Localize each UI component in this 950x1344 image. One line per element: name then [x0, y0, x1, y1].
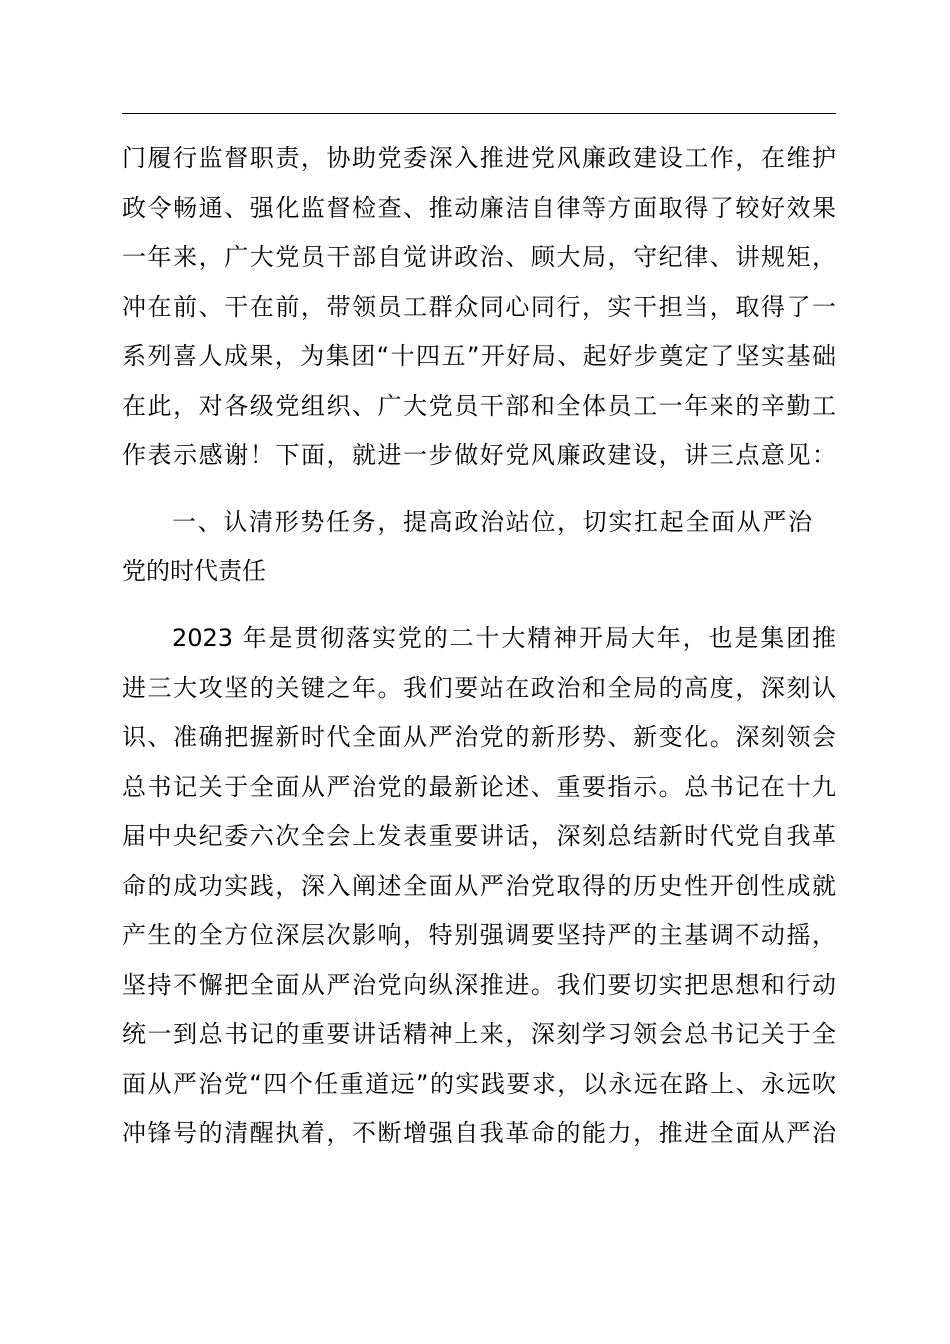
paragraph-line: 系列喜人成果，为集团“十四五”开好局、起好步奠定了坚实基础 — [122, 342, 836, 370]
paragraph-line: 进三大攻坚的关键之年。我们要站在政治和全局的高度，深刻认 — [122, 674, 836, 702]
paragraph-line: 面从严治党“四个任重道远”的实践要求，以永远在路上、永远吹 — [122, 1070, 836, 1098]
paragraph-line: 识、准确把握新时代全面从严治党的新形势、新变化。深刻领会 — [122, 723, 836, 751]
section-heading: 一、认清形势任务，提高政治站位，切实扛起全面从严治 — [172, 508, 812, 536]
paragraph-line: 在此，对各级党组织、广大党员干部和全体员工一年来的辛勤工 — [122, 392, 836, 420]
paragraph-line: 政令畅通、强化监督检查、推动廉洁自律等方面取得了较好效果 — [122, 194, 836, 222]
paragraph-line: 统一到总书记的重要讲话精神上来，深刻学习领会总书记关于全 — [122, 1020, 836, 1048]
paragraph-line: 作表示感谢！下面，就进一步做好党风廉政建设，讲三点意见： — [122, 441, 836, 469]
paragraph-line: 产生的全方位深层次影响，特别强调要坚持严的主基调不动摇， — [122, 921, 836, 949]
paragraph-line: 2023 年是贯彻落实党的二十大精神开局大年，也是集团推 — [172, 624, 836, 652]
paragraph-line: 一年来，广大党员干部自觉讲政治、顾大局，守纪律、讲规矩， — [122, 243, 836, 271]
paragraph-line: 冲锋号的清醒执着，不断增强自我革命的能力，推进全面从严治 — [122, 1119, 836, 1147]
paragraph-line: 冲在前、干在前，带领员工群众同心同行，实干担当，取得了一 — [122, 293, 836, 321]
paragraph-line: 总书记关于全面从严治党的最新论述、重要指示。总书记在十九 — [122, 773, 836, 801]
header-rule — [122, 113, 836, 114]
paragraph-line: 坚持不懈把全面从严治党向纵深推进。我们要切实把思想和行动 — [122, 971, 836, 999]
paragraph-line: 届中央纪委六次全会上发表重要讲话，深刻总结新时代党自我革 — [122, 822, 836, 850]
section-heading: 党的时代责任 — [122, 557, 266, 585]
paragraph-line: 门履行监督职责，协助党委深入推进党风廉政建设工作，在维护 — [122, 144, 836, 172]
paragraph-line: 命的成功实践，深入阐述全面从严治党取得的历史性开创性成就 — [122, 872, 836, 900]
